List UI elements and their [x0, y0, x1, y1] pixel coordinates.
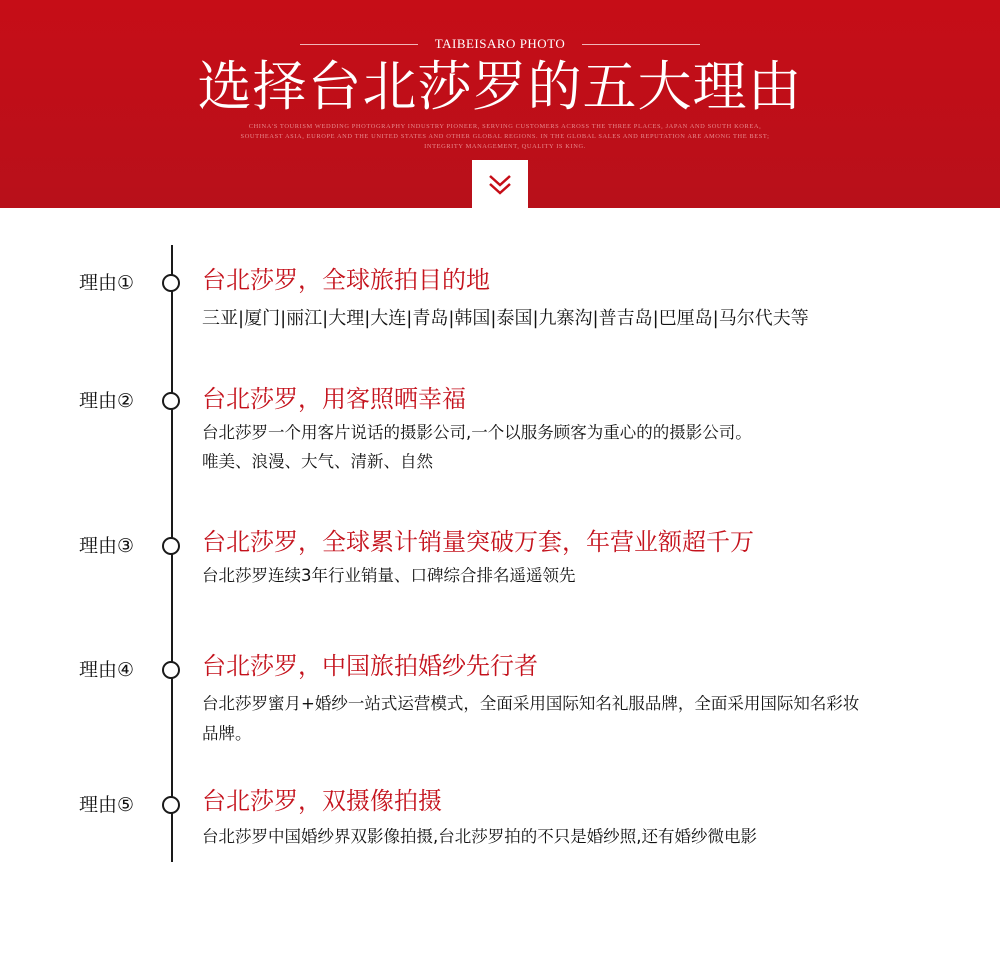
brand-text: TAIBEISARO PHOTO [434, 36, 566, 51]
reason-number: 理由① [79, 272, 135, 294]
timeline-dot [162, 661, 180, 679]
brand-rule-right [582, 44, 700, 45]
brand-line [0, 36, 1000, 52]
timeline-dot [162, 392, 180, 410]
reason-description: 台北莎罗中国婚纱界双影像拍摄,台北莎罗拍的不只是婚纱照,还有婚纱微电影 [202, 827, 757, 846]
page-title: 选择台北莎罗的五大理由 [197, 55, 803, 118]
reason-description: 台北莎罗连续3年行业销量、口碑综合排名遥遥领先 [202, 566, 576, 585]
reason-number: 理由③ [79, 535, 135, 557]
reason-description-secondary: 唯美、浪漫、大气、清新、自然 [202, 452, 433, 471]
reason-title: 台北莎罗，用客照晒幸福 [202, 385, 466, 413]
header-banner [0, 0, 1000, 208]
brand-rule-left [300, 44, 418, 45]
timeline-dot [162, 796, 180, 814]
reason-number: 理由④ [79, 659, 135, 681]
scroll-down-tab[interactable] [472, 160, 528, 208]
double-chevron-down-icon [484, 168, 516, 200]
reason-title: 台北莎罗，全球旅拍目的地 [202, 266, 490, 294]
header-subtitle: CHINA'S TOURISM WEDDING PHOTOGRAPHY INDUSTRY PIONEER, SERVING CUSTOMERS ACROSS THE THREE PLACES, JAPAN AND SOUTH KOREA, SOUTHEAST ASIA, EUROPE AND THE UNITED STATES AND OTHER GLOBAL REGIONS. IN THE GLOBAL SALES AND REPUTATION ARE AMONG THE BEST; INTEGRITY MANAGEMENT, QUALITY IS KING. [240, 123, 770, 150]
timeline-dot [162, 274, 180, 292]
reason-title: 台北莎罗，全球累计销量突破万套，年营业额超千万 [202, 528, 754, 556]
reason-number: 理由⑤ [79, 794, 135, 816]
reason-title: 台北莎罗，中国旅拍婚纱先行者 [202, 652, 538, 680]
reason-description: 台北莎罗一个用客片说话的摄影公司,一个以服务顾客为重心的的摄影公司。 [202, 423, 752, 442]
reason-number: 理由② [79, 390, 135, 412]
reason-description: 台北莎罗蜜月+婚纱一站式运营模式，全面采用国际知名礼服品牌，全面采用国际知名彩妆品牌。 [202, 694, 860, 743]
reason-description: 三亚|厦门|丽江|大理|大连|青岛|韩国|泰国|九寨沟|普吉岛|巴厘岛|马尔代夫等 [202, 308, 809, 329]
timeline-dot [162, 537, 180, 555]
reason-title: 台北莎罗，双摄像拍摄 [202, 787, 442, 815]
